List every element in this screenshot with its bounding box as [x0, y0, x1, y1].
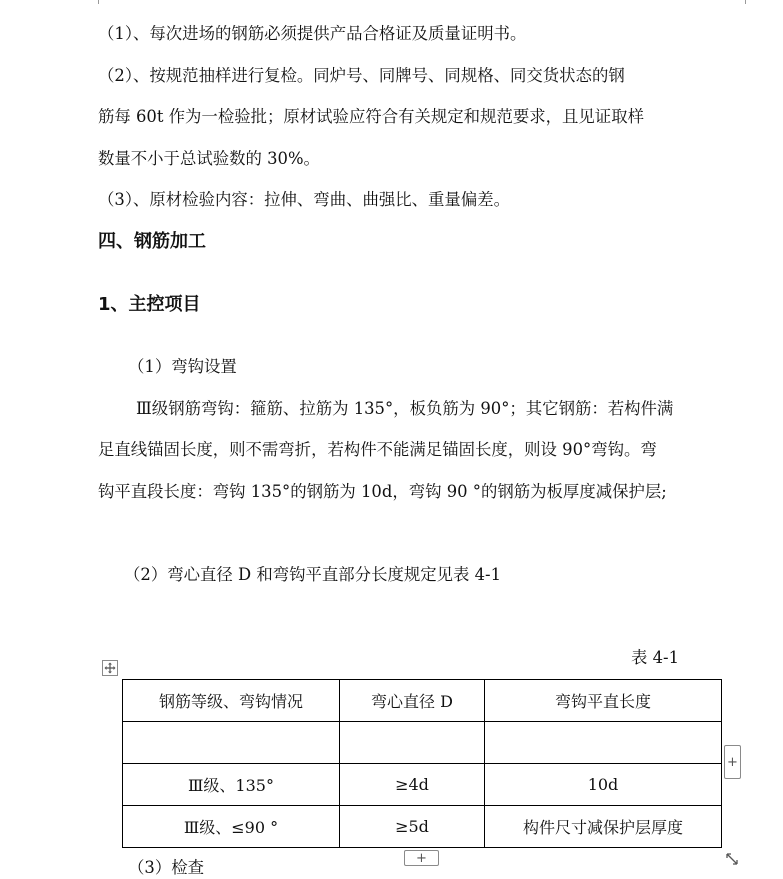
item2-title: （2）弯心直径 D 和弯钩平直部分长度规定见表 4-1 — [124, 565, 502, 584]
section-heading: 四、钢筋加工 — [98, 231, 206, 252]
paragraph-p3: （3）、原材检验内容：拉伸、弯曲、曲强比、重量偏差。 — [98, 190, 510, 209]
table-cell[interactable] — [123, 722, 340, 764]
table-cell[interactable]: 10d — [485, 764, 722, 806]
item1-title: （1）弯钩设置 — [128, 357, 237, 376]
add-column-button[interactable] — [724, 745, 741, 779]
table-cell[interactable]: ≥5d — [340, 806, 485, 848]
item1-line3: 钩平直段长度：弯钩 135°的钢筋为 10d，弯钩 90 °的钢筋为板厚度减保护层; — [98, 482, 667, 501]
plus-icon: + — [727, 754, 738, 770]
paragraph-p2-line2: 筋每 60t 作为一检验批；原材试验应符合有关规定和规范要求，且见证取样 — [98, 107, 644, 126]
table-resize-icon[interactable] — [724, 851, 740, 867]
plus-icon: + — [416, 850, 427, 866]
add-row-button[interactable] — [404, 850, 439, 866]
table-move-icon[interactable] — [102, 660, 118, 676]
subsection-heading: 1、主控项目 — [98, 294, 201, 315]
table-cell[interactable] — [485, 722, 722, 764]
margin-corner-mark — [745, 0, 746, 4]
item1-line2: 足直线锚固长度，则不需弯折，若构件不能满足锚固长度，则设 90°弯钩。弯 — [98, 440, 657, 459]
table-row — [123, 764, 722, 806]
table-header-cell[interactable]: 弯钩平直长度 — [485, 680, 722, 722]
table-cell[interactable]: Ⅲ级、135° — [123, 764, 340, 806]
table-cell[interactable]: Ⅲ级、≤90 ° — [123, 806, 340, 848]
spec-table — [122, 679, 722, 848]
table-header-cell[interactable]: 钢筋等级、弯钩情况 — [123, 680, 340, 722]
table-row — [123, 722, 722, 764]
paragraph-p2-line1: （2）、按规范抽样进行复检。同炉号、同牌号、同规格、同交货状态的钢 — [98, 66, 625, 85]
item1-line1: Ⅲ级钢筋弯钩：箍筋、拉筋为 135°，板负筋为 90°；其它钢筋：若构件满 — [136, 399, 674, 418]
paragraph-p2-line3: 数量不小于总试验数的 30%。 — [98, 149, 320, 168]
table-cell[interactable]: ≥4d — [340, 764, 485, 806]
margin-corner-mark — [98, 0, 99, 4]
table-header-row — [123, 680, 722, 722]
table-row — [123, 806, 722, 848]
table-cell[interactable]: 构件尺寸减保护层厚度 — [485, 806, 722, 848]
table-caption: 表 4-1 — [631, 648, 679, 667]
paragraph-p1: （1）、每次进场的钢筋必须提供产品合格证及质量证明书。 — [98, 24, 527, 43]
table-cell[interactable] — [340, 722, 485, 764]
table-header-cell[interactable]: 弯心直径 D — [340, 680, 485, 722]
item3-title: （3）检查 — [128, 858, 204, 877]
